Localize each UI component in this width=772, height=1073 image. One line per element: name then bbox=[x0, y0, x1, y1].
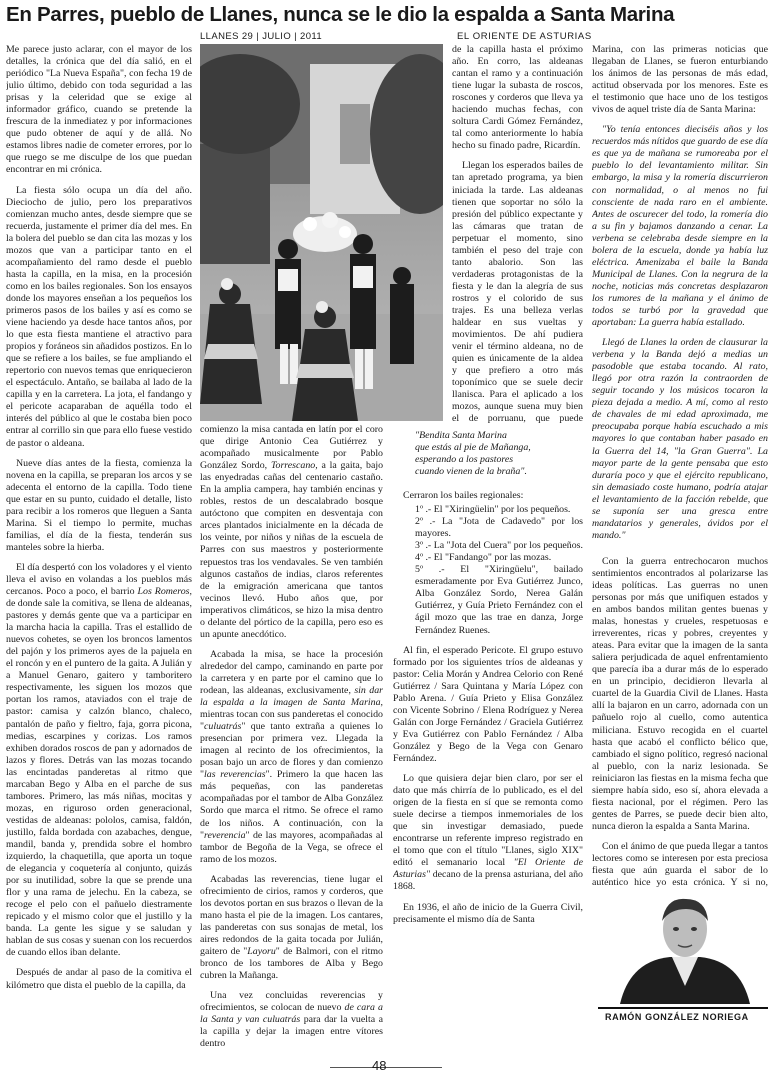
byline-divider bbox=[598, 1007, 768, 1009]
paragraph: Una vez concluidas reverencias y ofrecimientos, se colocan de nuevo de cara a la Santa y van culuatrás para dar la vuelta a la capilla y dejar la imagen entre vítores dentro bbox=[200, 990, 383, 1050]
author-byline: RAMÓN GONZÁLEZ NORIEGA bbox=[605, 1012, 749, 1022]
paragraph: Con el ánimo de que pueda llegar a tantos lectores como se interesen por esta preciosa fiesta que aún guarda el sabor de lo auténtico hice yo esta crónica. Y si no, bbox=[592, 840, 768, 889]
procession-photo bbox=[200, 44, 443, 421]
paragraph: Acabadas las reverencias, tiene lugar el ofrecimiento de cirios, ramos y corderos, que los devotos portan en sus brazos o llevan de la mano hasta el pie de la imagen. Los cantares, las panderetas con sus sonajas de metal, los aires redondos de la gaita tocada por Julián, gaitero de "Layoru" de Balmori, con el ritmo bronco de los tambores de Alba y Bego cubren la Mañanga. bbox=[200, 873, 383, 982]
paragraph: Me parece justo aclarar, con el mayor de los detalles, la crónica que del día salió, en el periódico "La Nueva España", con fecha 19 de julio último, debido con toda seguridad a las prisas y la celeridad que se exige al informador gráfico, cuando se pretende la frescura de la inmediatez y por informaciones que pudo obtener de aquí y de allá. No estamos libres nadie de cometer errores, por lo que ruego se me disculpe de los que puedan encontrar en mi crónica. bbox=[6, 44, 192, 176]
paragraph: Con la guerra entrechocaron muchos sentimientos encontrados al polarizarse las ideas políticas. Las guerras no unen personas por más que unifiquen estados y en ambos bandos militan gentes buenas y malas, honestas y crueles, respetuosas e irreverentes, ricas y pobres, creyentes y ateas. Para evitar que la imagen de la santa saliera perjudicada de aquel enfrentamiento que parecía iba a durar más de lo esperado en un principio, decidieron llevarla al cuartel de la Guardia Civil de Llanes. Hasta allí la bajaron en un carro, adornada con un pañuelo rojo al cuello, como autentica miliciana. Estuvo recogida en el cuartel hasta que acabó el conflicto bélico que, cambiado el signo político, regresó nacional al pueblo, con la nariz lesionada. Se reiniciaron las fiestas en la misma fecha que siempre había sido, eso sí, ahora elevada a fiesta nacional, por el régimen. Pero las gentes de Parres, se puede decir bien alto, nunca dieron la espalda a Santa Marina. bbox=[592, 555, 768, 832]
list-item: 4º .- El "Fandango" por las mozas. bbox=[415, 552, 552, 564]
paragraph: Después de andar al paso de la comitiva el kilómetro que dista el pueblo de la capilla, da bbox=[6, 967, 192, 991]
quote: Llegó de Llanes la orden de clausurar la verbena y la Banda dejó a medias un pasodoble que estaba tocando. Al rato, llegó por otra razón la contraorden de seguir tocando y los músicos tocaron la pieza dejada a medio. A mí, como al resto de chavales de mi edad aproximada, me preocupaba porque había escuchado a mis mayores lo que contaban haber pasado en la Guerra del 14, "la Gran Guerra". La mayor parte de la gente pensaba que esto duraría poco y que el ejército republicano, sin demasiado coste humano, podría atajar el levantamiento de la facción rebelde, que se suponía ser una gresca entre mandatarios y generales, ávidos por el mando." bbox=[592, 337, 768, 541]
column-1 bbox=[6, 44, 192, 1056]
dateline: LLANES 29 | JULIO | 2011 bbox=[200, 31, 323, 42]
column-middle bbox=[200, 424, 383, 1056]
paragraph: Marina, con las primeras noticias que llegaban de Llanes, se fueron enturbiando los ánimos de las personas de más edad, actitud observada por los menores. Este es el testimonio que hace uno de los testigos vivos de aquel triste día de Santa Marina: bbox=[592, 44, 768, 116]
paragraph: Cerraron los bailes regionales: bbox=[403, 490, 524, 501]
newspaper-name: EL ORIENTE DE ASTURIAS bbox=[457, 31, 592, 42]
paragraph: Nueve días antes de la fiesta, comienza la novena en la capilla, se preparan los arcos y se adecenta el entorno de la capilla. Todo tiene que estar en su punto, cuidado el detalle, listo para recibir a los romeros que lleguen a Santa Marina. Si el tiempo lo permite, muchas familias, el día de la fiesta, tenderán sus manteles sobre la hierba. bbox=[6, 457, 192, 553]
paragraph: La fiesta sólo ocupa un día del año. Dieciocho de julio, pero los preparativos comienzan mucho antes, desde siempre que se recuerda, justamente el primer día del mes. En la bolera del pueblo se dan cita las mozas y los mozos que van a participar tanto en el acompañamiento del ramo desde el pueblo hasta la capilla, en la misa, en la procesión como en los bailes regionales. Son los ensayos donde los mayores enseñan a los pequeños los primeros pasos de los bailes y así es como se viene haciendo ya desde hace tantos años, por lo que esta fiesta mantiene el atractivo para propios y foráneos sin añadidos postizos. En lo que se refiere a los bailes, se fue ampliando el repertorio con nuevos temas que enriquecieron el espectáculo. Antaño, se bailaba al lado de la capilla y en la carretera. La jota, el fandango y el pericote acaparaban de aquélla todo el interés del público al que le costaba bien poco entrar al corrillo sin que para ello fuese vestido de pastor o aldeana. bbox=[6, 184, 192, 449]
list-item: 3º .- La "Jota del Cuera" por los pequeños. bbox=[415, 540, 583, 552]
paragraph: En 1936, el año de inicio de la Guerra Civil, precisamente el mismo día de Santa bbox=[393, 901, 583, 925]
paragraph: Lo que quisiera dejar bien claro, por ser el dato que más chirría de lo publicado, es el del origen de la fiesta en sí que se remonta como suele decirse a tiempos inmemoriales de los que sin investigar demasiado, puede encontrarse un referente impreso registrado en el tomo que con el título "Llanes, siglo XIX" editó el semanario local "El Oriente de Asturias" decano de la prensa asturiana, del año 1868. bbox=[393, 773, 583, 893]
paragraph: Al fin, el esperado Pericote. El grupo estuvo formado por los siguientes tríos de aldeanas y pastor: Celia Morán y Andrea Celorio con René Gutiérrez / Sara Quintana y María López con Pablo Arena. / Guía Prieto y Elisa González con Vicente Sobrino / Elena Rodríguez y Nerea Galán con Jorge Fernández / Graciela Gutiérrez y Eva Gutiérrez con Pablo Fernández / Alba González y Bego de la Vega con Genaro Fernández. bbox=[393, 644, 583, 764]
page-number: 48 bbox=[372, 1058, 387, 1073]
column-2 bbox=[452, 44, 583, 424]
paragraph: de la capilla hasta el próximo año. En corro, las aldeanas cantan el ramo y a continuación tiene lugar la subasta de roscos, roscones y corderos que lleva ya haciendo muchas fechas, con soltura Cardi Gómez Fernández, tal como anteriormente lo había hecho su finado padre, Ricardín. bbox=[452, 44, 583, 152]
list-item: 5º .- El "Xiringüelu", bailado esmeradamente por Eva Gutiérrez Junco, Alba González Sordo, Nerea Galán Gutiérrez, y Guía Prieto Fernández con el ágil mozo que las trae en danza, Jorge Fernández Ruenes. bbox=[415, 564, 583, 636]
author-portrait bbox=[600, 891, 768, 1004]
column-4 bbox=[592, 44, 768, 889]
headline: En Parres, pueblo de Llanes, nunca se le dio la espalda a Santa Marina bbox=[6, 3, 675, 26]
bailes-list bbox=[393, 504, 583, 637]
photo-illustration bbox=[200, 44, 443, 421]
portrait-illustration bbox=[600, 891, 768, 1004]
list-item: 2º .- La "Jota de Cadavedo" por los mayores. bbox=[415, 516, 583, 540]
paragraph: Llegan los esperados bailes de tan apretado programa, ya bien iniciada la tarde. Las aldeanas tienen que soportar no sólo la presión del público expectante y las cámaras que tratan de perpetuar el momento, sino también el peso del traje con tanto abalorio. Son las verdaderas protagonistas de la fiesta y le dan la alegría de sus rostros y el colorido de sus trajes. Es una belleza verlas haldear en sus vueltas y movimientos. De ahí pudiera venir el término aldeana, no de quien es únicamente de la aldea y que prefiero a otro más toponímico que se suele decir llanisca. Para el aplicado a los mozos, aunque suena muy bien el de porruanu, que puede bbox=[452, 160, 583, 424]
quote: "Yo tenía entonces dieciséis años y los recuerdos más nítidos que guardo de ese día es que ya de mañana se rumoreaba por el pueblo lo del levantamiento militar. Sin embargo, la misa y la romería discurrieron con normalidad, o al menos no fui consciente de nada raro en el ambiente. Antes de oscurecer del todo, la romería dio a su fin y bajamos danzando a cenar. La verbena se celebraba desde siempre en la bolera de la escuela, donde ya había luz eléctrica. Amenizaba el baile la Banda Municipal de Llanes. Con la negrura de la noche, noticias más concretas desplazaron los rumores de la mañana y el ánimo de todos se turbó por la gravedad que aportaban: La guerra había estallado. bbox=[592, 124, 768, 329]
column-3 bbox=[393, 424, 583, 1056]
paragraph: Acabada la misa, se hace la procesión alrededor del campo, caminando en parte por la carretera y en parte por el camino que lo rodean, las aldeanas, exclusivamente, sin dar la espalda a la imagen de Santa Marina, mientras tocan con sus panderetas el conocido "culuatrás" que tanto extraña a quienes lo presencian por primera vez. Llegada la imagen al recinto de los ofrecimientos, la posan bajo un arco de flores y dan comienzo "las reverencias". Primero la que hacen las más pequeñas, con las panderetas acompañadas por el tambor de Alba González Sordo que marca el ritmo. Se ofrece el ramo de los niños. A continuación, con la "reverencia" de las mayores, acompañadas al tambor de Begoña de la Vega, se ofrece el ramo de los mozos. bbox=[200, 648, 383, 865]
paragraph: El día despertó con los voladores y el viento lleva el aviso en volandas a los pueblos más cercanos. Poco a poco, el barrio Los Romeros, de donde sale la comitiva, se llena de aldeanas, pastores y demás gente que va a participar en la marcha hacia la capilla. Tras el estallido de nuevos cohetes, se oyen los broncos lamentos del pajón y los primeros ayes de la pajuela en el roncón y en el puntero de la gaita. A Julián y a Manuel Genaro, gaitero y tamboritero respectivamente, les siguen los mozos que portan los ramos, ataviados con el traje de pastor: camisa y calzón blanco, chaleco, pantalón de paño y fieltro, faja, gorra picona, medias, escarpines y corizas. Los ramos exhiben dorados roscos de pan y adornados de lazos y flores. Detrás van las mozas tocando las encintadas panderetas al ritmo que marcaban Bego y Alba en el parche de sus tambores. Primero, las más niñas, mocitas y mozas, en riguroso orden generacional, vestidas de aldeanas: pololos, camisa, faldón, justillo, falda bordada con azabaches, dengue, mandil, banda y, prendida sobre el hombro izquierdo, la chaquetilla, que aporta un toque de elegancia y coquetería al conjunto, quizás por su inutilidad, sobre la que se prende una flor y una rama de jelechu. En la cabeza, se recoge el pelo con el pañuelo diestramente repicado y el mismo color que el justillo y la banda. La gente les sigue y se saludan y hablan de sus cosas y suenan con los recuerdos de cuando ellos iban delante. bbox=[6, 561, 192, 959]
poem: "Bendita Santa Marina que estás al pie de Mañanga, esperando a los pastores cuando vienen de la braña". bbox=[415, 430, 531, 477]
paragraph: comienzo la misa cantada en latín por el coro que dirige Antonio Cea Gutiérrez y acompañado musicalmente por Pablo González Sordo, Torrescano, a la gaita, bajo las enyedradas cañas del centenario castaño. En la amplia campera, hay también encinas y robles, restos de un descalabrado bosque autóctono que compiten en desventaja con arces plantados inicialmente en la década de los veinte, por niños y niñas de la escuela de Parres con sus maestros y posteriormente repuestos tras los vendavales. Se ven también algunos castaños de indias, claros referentes de la emigración americana que tantos vecinos llevó. Hubo años que, por imperativos climáticos, se hizo la misa dentro o delante del pórtico de la capilla, pero eso es un apunte anecdótico. bbox=[200, 424, 383, 640]
list-item: 1º .- El "Xiringüelin" por los pequeños. bbox=[415, 504, 571, 516]
